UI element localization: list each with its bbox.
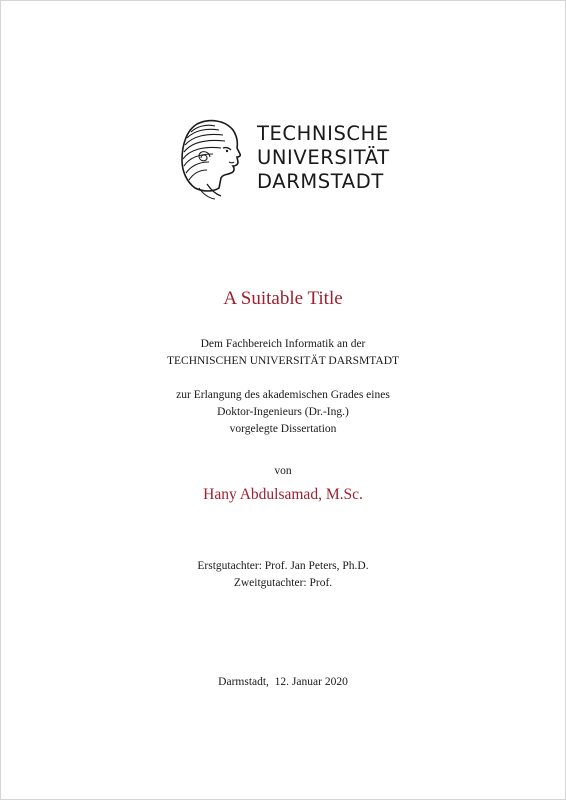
dissertation-line: vorgelegte Dissertation [229, 423, 337, 435]
athena-head-seal-icon [177, 118, 245, 200]
author-name: Hany Abdulsamad, M.Sc. [203, 486, 363, 503]
thesis-title: A Suitable Title [223, 288, 343, 309]
degree-purpose-line: zur Erlangung des akademischen Grades eines [176, 389, 390, 401]
second-reviewer: Zweitgutachter: Prof. [233, 577, 333, 589]
place-date: Darmstadt, 12. Januar 2020 [218, 676, 348, 688]
first-reviewer: Erstgutachter: Prof. Jan Peters, Ph.D. [197, 560, 369, 572]
university-logo [177, 118, 390, 200]
wordmark-line-2: UNIVERSITÄT [257, 146, 390, 169]
wordmark-line-3: DARMSTADT [257, 170, 384, 193]
university-line: TECHNISCHEN UNIVERSITÄT DARSMTADT [166, 355, 400, 367]
by-label: von [274, 465, 292, 477]
degree-name-line: Doktor-Ingenieurs (Dr.-Ing.) [217, 406, 349, 418]
university-wordmark [257, 122, 390, 194]
department-line: Dem Fachbereich Informatik an der [200, 338, 366, 350]
wordmark-line-1: TECHNISCHE [257, 122, 389, 145]
